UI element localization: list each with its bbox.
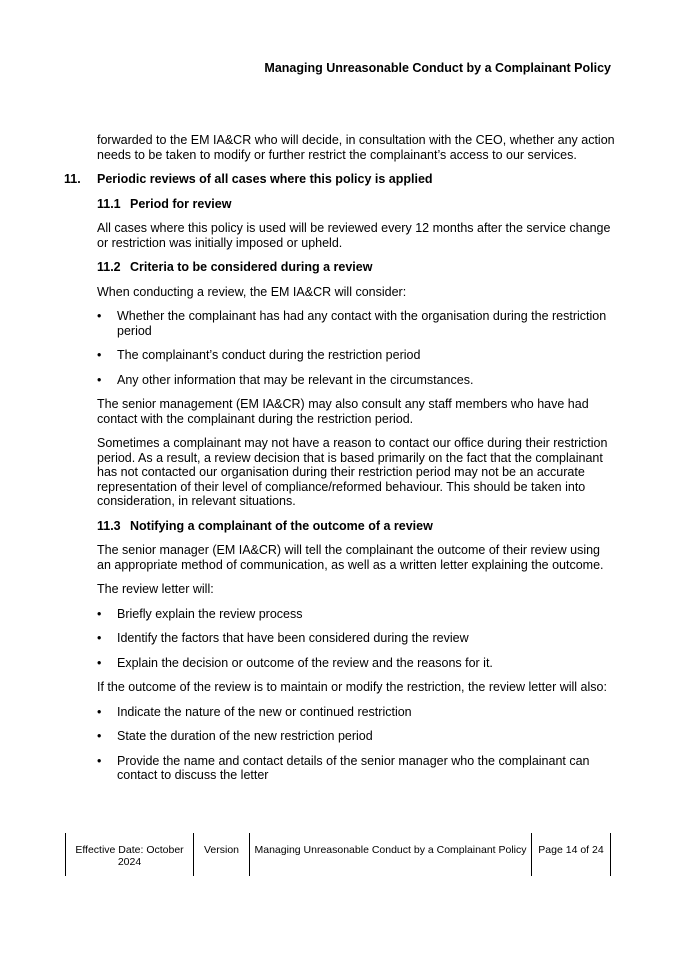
restriction-list [97,705,617,783]
subsection-title: Period for review [130,196,232,211]
section-number: 11. [64,172,81,186]
subsection-title: Criteria to be considered during a review [130,260,373,274]
section-title: Periodic reviews of all cases where this policy is applied [97,172,433,186]
subsection-number: 11.3 [97,518,121,533]
criteria-list [97,309,617,387]
subsection-11-1-heading [97,197,617,212]
review-period-paragraph: All cases where this policy is used will be reviewed every 12 months after the service change or restriction was initially imposed or upheld. [97,221,611,250]
footer-version: Version [193,833,249,876]
restriction-lead: If the outcome of the review is to maintain or modify the restriction, the review letter will also: [97,680,607,694]
list-item: • State the duration of the new restriction period [97,729,617,744]
list-item: • Briefly explain the review process [97,607,617,622]
list-item: • Provide the name and contact details of the senior manager who the complainant can contact to discuss the letter [97,754,617,783]
list-item: • Any other information that may be relevant in the circumstances. [97,373,617,388]
page-footer [65,833,611,876]
footer-effective-date: Effective Date: October 2024 [65,833,193,876]
notify-paragraph: The senior manager (EM IA&CR) will tell the complainant the outcome of their review using an appropriate method of communication, as well as a written letter explaining the outcome. [97,543,604,572]
subsection-11-3-heading [97,519,617,534]
no-contact-paragraph: Sometimes a complainant may not have a reason to contact our office during their restriction period. As a result, a review decision that is based primarily on the fact that the complainant has not contacted our organisation during their restriction period may not be an accurate representation of their level of compliance/reformed behaviour. This should be taken into consideration, in relevant situations. [97,436,608,508]
list-item: • Identify the factors that have been considered during the review [97,631,617,646]
criteria-lead: When conducting a review, the EM IA&CR will consider: [97,284,407,299]
list-item: • Explain the decision or outcome of the review and the reasons for it. [97,656,617,671]
subsection-number: 11.1 [97,196,121,211]
subsection-11-2-heading [97,260,617,275]
intro-paragraph: forwarded to the EM IA&CR who will decide, in consultation with the CEO, whether any action needs to be taken to modify or further restrict the complainant’s access to our services. [97,133,615,162]
list-item: • Whether the complainant has had any contact with the organisation during the restriction period [97,309,617,338]
subsection-title: Notifying a complainant of the outcome of a review [130,518,433,533]
document-body [64,133,617,783]
subsection-number: 11.2 [97,260,121,274]
review-letter-list [97,607,617,671]
section-11-heading [64,172,617,187]
list-item: • Indicate the nature of the new or continued restriction [97,705,617,720]
footer-page-number: Page 14 of 24 [531,833,611,876]
footer-doc-title: Managing Unreasonable Conduct by a Complainant Policy [249,833,531,876]
list-item: • The complainant’s conduct during the restriction period [97,348,617,363]
page-header-title: Managing Unreasonable Conduct by a Complainant Policy [264,61,611,75]
review-letter-lead: The review letter will: [97,582,214,596]
consult-staff-paragraph: The senior management (EM IA&CR) may also consult any staff members who have had contact with the complainant during the restriction period. [97,397,589,426]
